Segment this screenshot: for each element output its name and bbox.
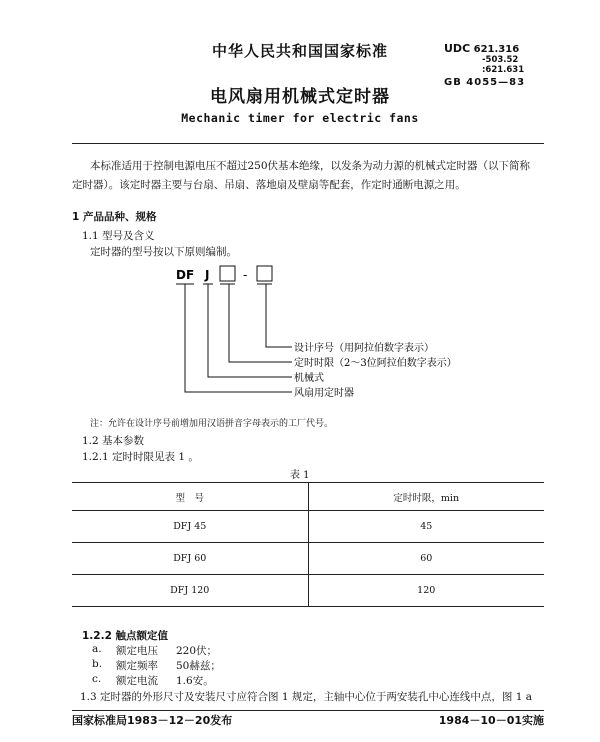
table-header-row (72, 483, 544, 511)
contact-item-value: 1.6安。 (176, 675, 214, 687)
section-1-1-heading: 1.1 型号及含义 (82, 230, 155, 242)
contact-item-label: 额定电流 (116, 675, 158, 687)
model-prefix-text: DF (176, 268, 195, 282)
document-title-cn: 电风扇用机械式定时器 (210, 87, 390, 107)
udc-code-3: :621.631 (482, 65, 525, 75)
table-1-caption: 表 1 (290, 470, 310, 481)
section-1-2-heading: 1.2 基本参数 (82, 435, 145, 447)
contact-item-label: 额定电压 (116, 645, 158, 657)
contact-item-label: 额定频率 (116, 660, 158, 672)
udc-label: UDC (444, 42, 471, 55)
section-1-heading: 1 产品品种、规格 (72, 211, 157, 223)
model-dash-text: - (243, 268, 248, 282)
cell-time-limit: 120 (308, 575, 544, 607)
table-row (72, 511, 544, 543)
section-1-2-1-text: 1.2.1 定时时限见表 1 。 (82, 451, 199, 463)
gb-number: GB 4055—83 (444, 77, 526, 88)
udc-code-2: -503.52 (482, 55, 519, 65)
header-model: 型 号 (72, 483, 308, 511)
footer-divider (72, 710, 544, 711)
cell-model: DFJ 120 (72, 575, 308, 607)
contact-item-marker: c. (92, 673, 102, 685)
udc-code-1: 621.316 (473, 44, 520, 55)
model-letter-text: J (205, 268, 210, 282)
contact-item-value: 220伏； (176, 645, 218, 657)
header-time-limit: 定时时限，min (308, 483, 544, 511)
intro-line-1: 本标准适用于控制电源电压不超过250伏基本绝缘，以发条为动力源的机械式定时器（以下简称 (90, 160, 531, 172)
section-1-1-text: 定时器的型号按以下原则编制。 (90, 246, 237, 258)
label-design-serial: 设计序号（用阿拉伯数字表示） (294, 343, 434, 354)
cell-model: DFJ 60 (72, 543, 308, 575)
leader-mechanical (208, 284, 292, 377)
cell-model: DFJ 45 (72, 511, 308, 543)
label-time-limit: 定时时限（2～3位阿拉伯数字表示） (294, 358, 457, 369)
table-row (72, 575, 544, 607)
cell-time-limit: 45 (308, 511, 544, 543)
contact-item-marker: b. (92, 658, 103, 670)
document-title-en: Mechanic timer for electric fans (181, 111, 419, 125)
cell-time-limit: 60 (308, 543, 544, 575)
effective-date: 1984－10－01实施 (438, 714, 544, 727)
issuer-date: 国家标准局1983－12－20发布 (72, 714, 233, 727)
label-mechanical: 机械式 (294, 373, 324, 384)
contact-item-value: 50赫兹； (176, 660, 221, 672)
leader-fan-timer (185, 284, 292, 392)
leader-design-serial (266, 284, 292, 347)
standard-body-title: 中华人民共和国国家标准 (211, 42, 388, 60)
leader-time-limit (229, 284, 292, 362)
model-code-diagram (170, 260, 500, 405)
table-1 (72, 482, 544, 607)
section-1-2-2-heading: 1.2.2 触点额定值 (82, 630, 169, 642)
time-limit-box (220, 266, 235, 281)
udc-classification (444, 44, 524, 75)
header-divider (72, 143, 544, 144)
section-1-3-text: 1.3 定时器的外形尺寸及安装尺寸应符合图 1 规定，主轴中心位于两安装孔中心连线中点，图 1 a (80, 691, 533, 703)
table-row (72, 543, 544, 575)
model-note: 注：允许在设计序号前增加用汉语拼音字母表示的工厂代号。 (90, 419, 334, 429)
design-serial-box (257, 266, 272, 281)
contact-item-marker: a. (92, 643, 102, 655)
intro-line-2: 定时器）。该定时器主要与台扇、吊扇、落地扇及壁扇等配套，作定时通断电源之用。 (72, 179, 466, 191)
label-fan-timer: 风扇用定时器 (294, 388, 354, 399)
